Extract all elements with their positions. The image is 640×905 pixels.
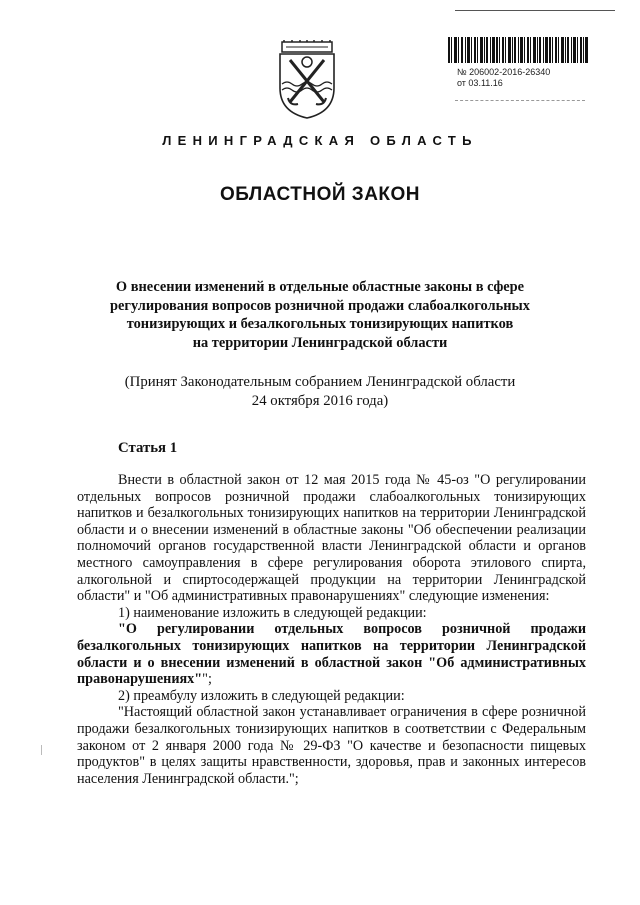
amendment-item-2-text: "Настоящий областной закон устанавливает ограничения в сфере розничной продажи безалкогольных тонизирующих напитков в соответствии с Федеральным законом от 2 января 2000 года № 29-ФЗ "О качестве и безопасности пищевых продуктов" в целях защиты нравственности, здоровья, прав и законных интересов населения Ленинградской области."; (77, 704, 586, 787)
registration-stamp (457, 67, 550, 89)
adoption-line: 24 октября 2016 года) (251, 392, 389, 409)
law-title-line: тонизирующих и безалкогольных тонизирующих напитков (126, 316, 514, 332)
law-title (70, 278, 570, 352)
article-heading: Статья 1 (118, 440, 178, 456)
law-title-line: О внесении изменений в отдельные областные законы в сфере (115, 279, 525, 295)
margin-mark (41, 745, 42, 755)
adoption-note (70, 373, 570, 410)
quote-close: "; (202, 671, 212, 688)
adoption-line: (Принят Законодательным собранием Ленинградской области (124, 374, 516, 390)
coat-of-arms-emblem (276, 40, 338, 120)
barcode (448, 37, 588, 63)
amendment-item-1-text (77, 621, 586, 687)
amendment-item-1: 1) наименование изложить в следующей редакции: (118, 604, 427, 621)
law-title-line: регулирования вопросов розничной продажи слабоалкогольных (110, 297, 530, 314)
document-type-heading: ОБЛАСТНОЙ ЗАКОН (219, 184, 421, 205)
top-rule (455, 10, 615, 11)
registration-date: от 03.11.16 (457, 78, 503, 88)
region-heading: ЛЕНИНГРАДСКАЯ ОБЛАСТЬ (162, 133, 478, 148)
new-law-name: "О регулировании отдельных вопросов розничной продажи безалкогольных тонизирующих напитков на территории Ленинградской области и о внесении изменений в областной закон "Об административных правонарушениях" (77, 621, 586, 688)
registration-number: № 206002-2016-26340 (457, 67, 551, 77)
article-body (77, 472, 586, 787)
stamp-dashed-line (455, 100, 585, 101)
article-intro-paragraph: Внести в областной закон от 12 мая 2015 года № 45-оз "О регулировании отдельных вопросов розничной продажи слабоалкогольных тонизирующих напитков и безалкогольных тонизирующих напитков на территории Ленинградской области и о внесении изменений в областные законы "Об обеспечении реализации полномочий органов государственной власти Ленинградской области и органов местного самоуправления в сфере регулирования оборота этилового спирта, алкогольной и спиртосодержащей продукции на территории Ленинградской области" и "Об административных правонарушениях" следующие изменения: (77, 472, 586, 605)
law-title-line: на территории Ленинградской области (192, 334, 448, 351)
amendment-item-2: 2) преамбулу изложить в следующей редакции: (118, 687, 405, 704)
